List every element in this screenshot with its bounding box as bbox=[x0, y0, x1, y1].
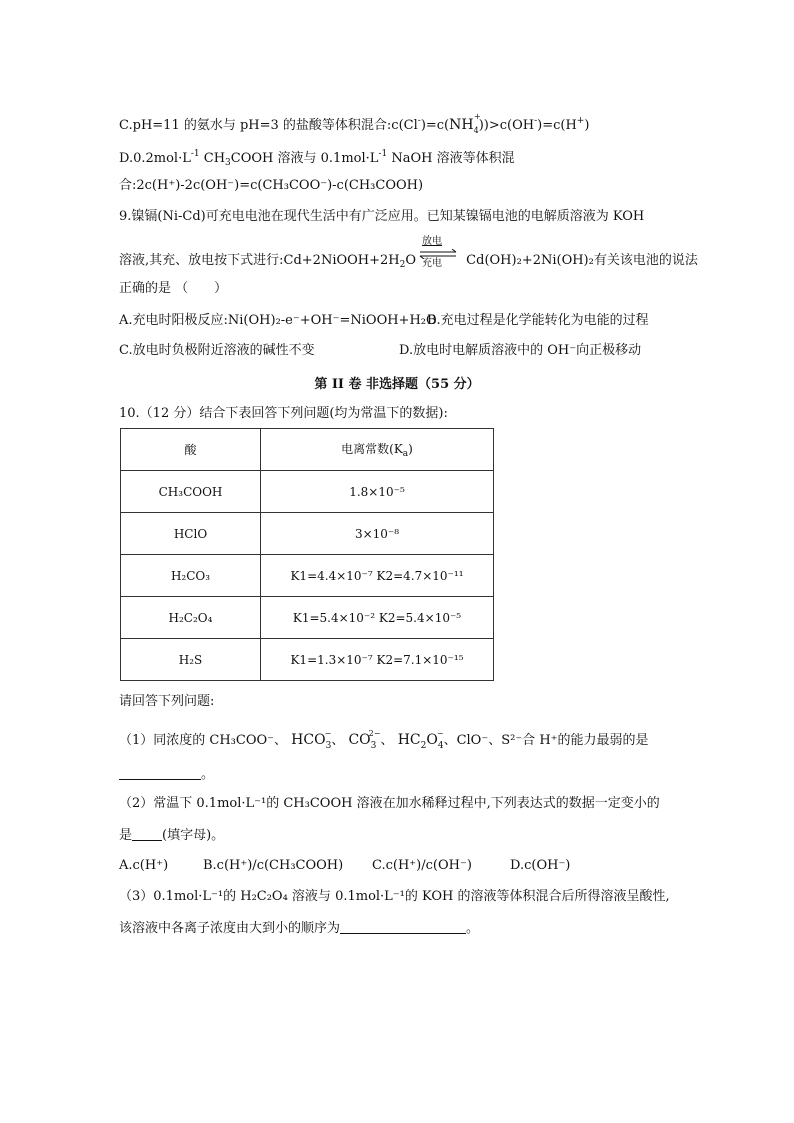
q10-stem: 10.（12 分）结合下表回答下列问题(均为常温下的数据): bbox=[119, 406, 448, 421]
q10-prompt: 请回答下列问题: bbox=[119, 694, 215, 709]
q8-option-c: C.pH=11 的氨水与 pH=3 的盐酸等体积混合$:c(Cl^-)=c(NH_4$ + ))>c(OH-)=c(H+) bbox=[119, 112, 590, 135]
q9-option-c: C.放电时负极附近溶液的碱性不变 bbox=[119, 343, 315, 358]
q10-part2-option-d: D.c(OH⁻) bbox=[510, 858, 571, 873]
header-acid: 酸 bbox=[121, 429, 261, 471]
table-cell-constant: 1.8×10⁻⁵ bbox=[261, 471, 494, 513]
discharge-label: 放电 bbox=[422, 236, 443, 247]
nh4-ion: $NH_4$ + bbox=[449, 112, 481, 135]
q9-stem-line3: 正确的是 （ ） bbox=[119, 281, 228, 296]
q10-part3-line1: （3）0.1mol·L⁻¹的 H₂C₂O₄ 溶液与 0.1mol·L⁻¹的 KOH 的溶液等体积混合后所得溶液呈酸性, bbox=[119, 889, 670, 904]
co3-ion: $CO_3$ 2− bbox=[348, 729, 381, 751]
q9-option-a: A.充电时阳极反应:Ni(OH)₂-e⁻+OH⁻=NiOOH+H₂O bbox=[119, 313, 437, 328]
reaction-arrow bbox=[418, 236, 460, 271]
header-constant: 电离常数$(K_a)$ bbox=[261, 429, 494, 471]
table-header-row bbox=[121, 429, 494, 471]
table-cell-acid: H₂C₂O₄ bbox=[121, 597, 261, 639]
q9-stem-line1: 9.镍镉(Ni-Cd)可充电电池在现代生活中有广泛应用。已知某镍镉电池的电解质溶液为 KOH bbox=[119, 209, 645, 224]
q10-part1-answer: 。 bbox=[119, 765, 214, 784]
hc2o4-ion: $HC_2O_4$ − bbox=[397, 729, 444, 751]
table-cell-constant: 3×10⁻⁸ bbox=[261, 513, 494, 555]
charge-label: 充电 bbox=[422, 258, 443, 269]
ionization-constant-table bbox=[120, 428, 494, 681]
q9-option-b: B.充电过程是化学能转化为电能的过程 bbox=[427, 313, 649, 328]
q10-part3-line2: 该溶液中各离子浓度由大到小的顺序为 。 bbox=[119, 921, 480, 936]
table-cell-constant: K1=1.3×10⁻⁷ K2=7.1×10⁻¹⁵ bbox=[261, 639, 494, 681]
answer-blank[interactable] bbox=[132, 826, 162, 841]
table-cell-acid: CH₃COOH bbox=[121, 471, 261, 513]
table-row bbox=[121, 639, 494, 681]
table-cell-acid: HClO bbox=[121, 513, 261, 555]
answer-blank[interactable] bbox=[340, 919, 466, 934]
q10-part2-option-b: B.c(H⁺)/c(CH₃COOH) bbox=[203, 858, 344, 873]
section-title: 第 II 卷 非选择题（55 分） bbox=[314, 377, 480, 392]
q8-option-c-text: C.pH=11 的氨水与 pH=3 的盐酸等体积混合:c(Cl bbox=[119, 118, 418, 133]
q10-part2-line1: （2）常温下 0.1mol·L⁻¹的 CH₃COOH 溶液在加水稀释过程中,下列表达式的数据一定变小的 bbox=[119, 796, 660, 811]
table-row bbox=[121, 471, 494, 513]
table-cell-acid: H₂S bbox=[121, 639, 261, 681]
table-cell-constant: K1=4.4×10⁻⁷ K2=4.7×10⁻¹¹ bbox=[261, 555, 494, 597]
table-cell-acid: H₂CO₃ bbox=[121, 555, 261, 597]
answer-blank[interactable] bbox=[119, 765, 201, 780]
q10-part2-line2: 是 (填字母)。 bbox=[119, 828, 225, 843]
table-cell-constant: K1=5.4×10⁻² K2=5.4×10⁻⁵ bbox=[261, 597, 494, 639]
q10-part2-option-c: C.c(H⁺)/c(OH⁻) bbox=[372, 858, 472, 873]
table-row bbox=[121, 513, 494, 555]
q8-option-d-line2: 合:2c(H⁺)-2c(OH⁻)=c(CH₃COO⁻)-c(CH₃COOH) bbox=[119, 178, 424, 193]
hco3-ion: $HCO_3$ − bbox=[291, 729, 332, 751]
q8-option-d-line1: $D.0.2mol\cdot L^{-1}$ $CH_3COOH$ 溶液与 $0.1mol\cdot L^{-1}$ NaOH 溶液等体积混 bbox=[119, 149, 515, 168]
q9-stem-line2: 溶液,其充、放电按下式进行$:Cd+2NiOOH+2H_2O$ $\frac{\text{放电}}{\text{充电}}$ Cd(OH)₂+2Ni(OH)₂有关该电池的说法 bbox=[119, 252, 698, 274]
q10-part2-option-a: A.c(H⁺) bbox=[119, 858, 169, 873]
q9-option-d: D.放电时电解质溶液中的 OH⁻向正极移动 bbox=[399, 343, 642, 358]
table-row bbox=[121, 597, 494, 639]
q10-part1: （1）同浓度的 CH₃COO⁻、 $HCO_3$ − 、 $CO_3$ 2− 、 $HC_2O_4$ − 、ClO⁻、S²⁻合 H⁺的能力最弱的是 bbox=[119, 729, 649, 751]
table-row bbox=[121, 555, 494, 597]
